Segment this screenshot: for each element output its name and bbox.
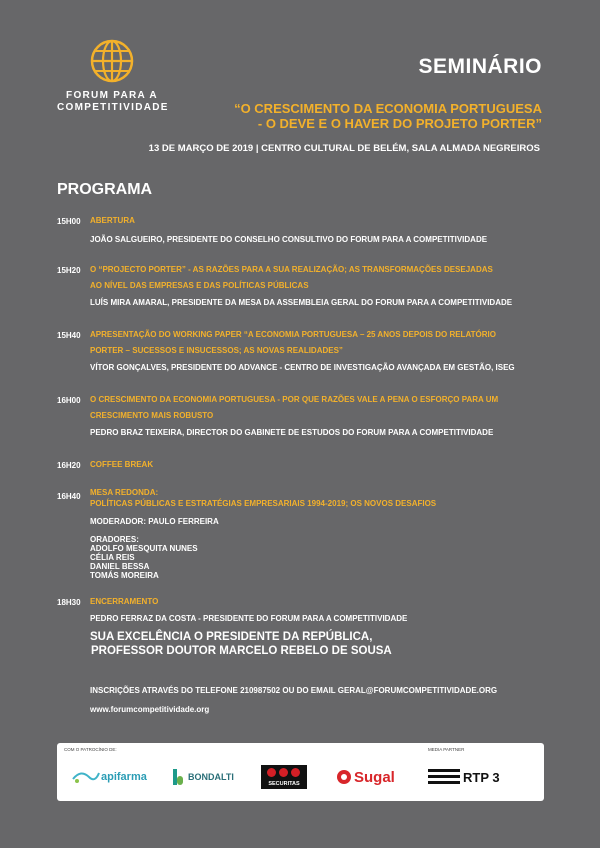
moderator: MODERADOR: PAULO FERREIRA [90, 517, 219, 526]
time-1520: 15H20 [57, 266, 81, 275]
bondalti-logo [171, 763, 234, 791]
item-speaker: JOÃO SALGUEIRO, PRESIDENTE DO CONSELHO CONSULTIVO DO FORUM PARA A COMPETITIVIDADE [90, 235, 488, 244]
time-1600: 16H00 [57, 396, 81, 405]
media-partner-label: MEDIA PARTNER [428, 747, 465, 752]
item-title: CRESCIMENTO MAIS ROBUSTO [90, 411, 214, 420]
apifarma-mark-icon [71, 767, 101, 787]
item-title: ENCERRAMENTO [90, 597, 159, 606]
title-line2: - O DEVE E O HAVER DO PROJETO PORTER” [257, 116, 542, 131]
item-speaker: VÍTOR GONÇALVES, PRESIDENTE DO ADVANCE - CENTRO DE INVESTIGAÇÃO AVANÇADA EM GESTÃO, ISEG [90, 363, 515, 372]
orador: ADOLFO MESQUITA NUNES [90, 544, 198, 553]
rtp3-logo [428, 763, 500, 791]
globe-icon [89, 38, 135, 84]
patrocinio-label: COM O PATROCÍNIO DE: [64, 747, 117, 752]
oradores-label: ORADORES: [90, 535, 139, 544]
item-speaker: PEDRO BRAZ TEIXEIRA, DIRECTOR DO GABINETE DE ESTUDOS DO FORUM PARA A COMPETITIVIDADE [90, 428, 494, 437]
time-1540: 15H40 [57, 331, 81, 340]
sugal-mark-icon [336, 769, 352, 785]
orador: DANIEL BESSA [90, 562, 150, 571]
sugal-text: Sugal [354, 768, 395, 786]
orador: CÉLIA REIS [90, 553, 135, 562]
sugal-logo [336, 763, 395, 791]
president-line1: SUA EXCELÊNCIA O PRESIDENTE DA REPÚBLICA, [90, 631, 373, 643]
apifarma-text: apifarma [101, 771, 147, 783]
item-speaker: LUÍS MIRA AMARAL, PRESIDENTE DA MESA DA ASSEMBLEIA GERAL DO FORUM PARA A COMPETITIVIDADE [90, 298, 513, 307]
item-title: O CRESCIMENTO DA ECONOMIA PORTUGUESA - POR QUE RAZÕES VALE A PENA O ESFORÇO PARA UM [90, 395, 499, 404]
bondalti-text: BONDALTI [188, 772, 234, 782]
website-link[interactable]: www.forumcompetitividade.org [90, 705, 210, 714]
item-title: PORTER – SUCESSOS E INSUCESSOS; AS NOVAS REALIDADES” [90, 346, 343, 355]
securitas-text: SECURITAS [268, 781, 300, 787]
item-title: O “PROJECTO PORTER” - AS RAZÕES PARA A SUA REALIZAÇÃO; AS TRANSFORMAÇÕES DESEJADAS [90, 265, 493, 274]
president-line2: PROFESSOR DOUTOR MARCELO REBELO DE SOUSA [91, 645, 392, 657]
time-1640: 16H40 [57, 492, 81, 501]
date-venue: 13 DE MARÇO DE 2019 | CENTRO CULTURAL DE BELÉM, SALA ALMADA NEGREIROS [148, 143, 540, 154]
item-title: MESA REDONDA: [90, 488, 159, 497]
logo-line2: COMPETITIVIDADE [57, 102, 169, 113]
title-line1: “O CRESCIMENTO DA ECONOMIA PORTUGUESA [234, 101, 542, 116]
item-title: AO NÍVEL DAS EMPRESAS E DAS POLÍTICAS PÚBLICAS [90, 281, 309, 290]
item-speaker: PEDRO FERRAZ DA COSTA - PRESIDENTE DO FORUM PARA A COMPETITIVIDADE [90, 614, 408, 623]
item-title: APRESENTAÇÃO DO WORKING PAPER “A ECONOMIA PORTUGUESA – 25 ANOS DEPOIS DO RELATÓRIO [90, 330, 496, 339]
securitas-logo [261, 763, 307, 791]
rtp-stripes-icon [428, 768, 460, 786]
time-1620: 16H20 [57, 461, 81, 470]
time-1500: 15H00 [57, 217, 81, 226]
item-title: ABERTURA [90, 216, 135, 225]
inscricoes-text: INSCRIÇÕES ATRAVÉS DO TELEFONE 210987502 OU DO EMAIL GERAL@FORUMCOMPETITIVIDADE.ORG [90, 686, 498, 695]
apifarma-logo [71, 763, 147, 791]
seminario-heading: SEMINÁRIO [418, 55, 542, 78]
president-closing [90, 630, 392, 658]
sponsors-panel [57, 743, 544, 801]
logo-line1: FORUM PARA A [66, 90, 158, 101]
seminar-title [142, 101, 542, 131]
item-title: COFFEE BREAK [90, 460, 154, 469]
programa-heading: PROGRAMA [57, 181, 153, 198]
item-title: POLÍTICAS PÚBLICAS E ESTRATÉGIAS EMPRESARIAIS 1994-2019; OS NOVOS DESAFIOS [90, 499, 437, 508]
rtp3-text: RTP 3 [463, 769, 500, 785]
bondalti-mark-icon [171, 767, 185, 787]
time-1830: 18H30 [57, 598, 81, 607]
orador: TOMÁS MOREIRA [90, 571, 159, 580]
